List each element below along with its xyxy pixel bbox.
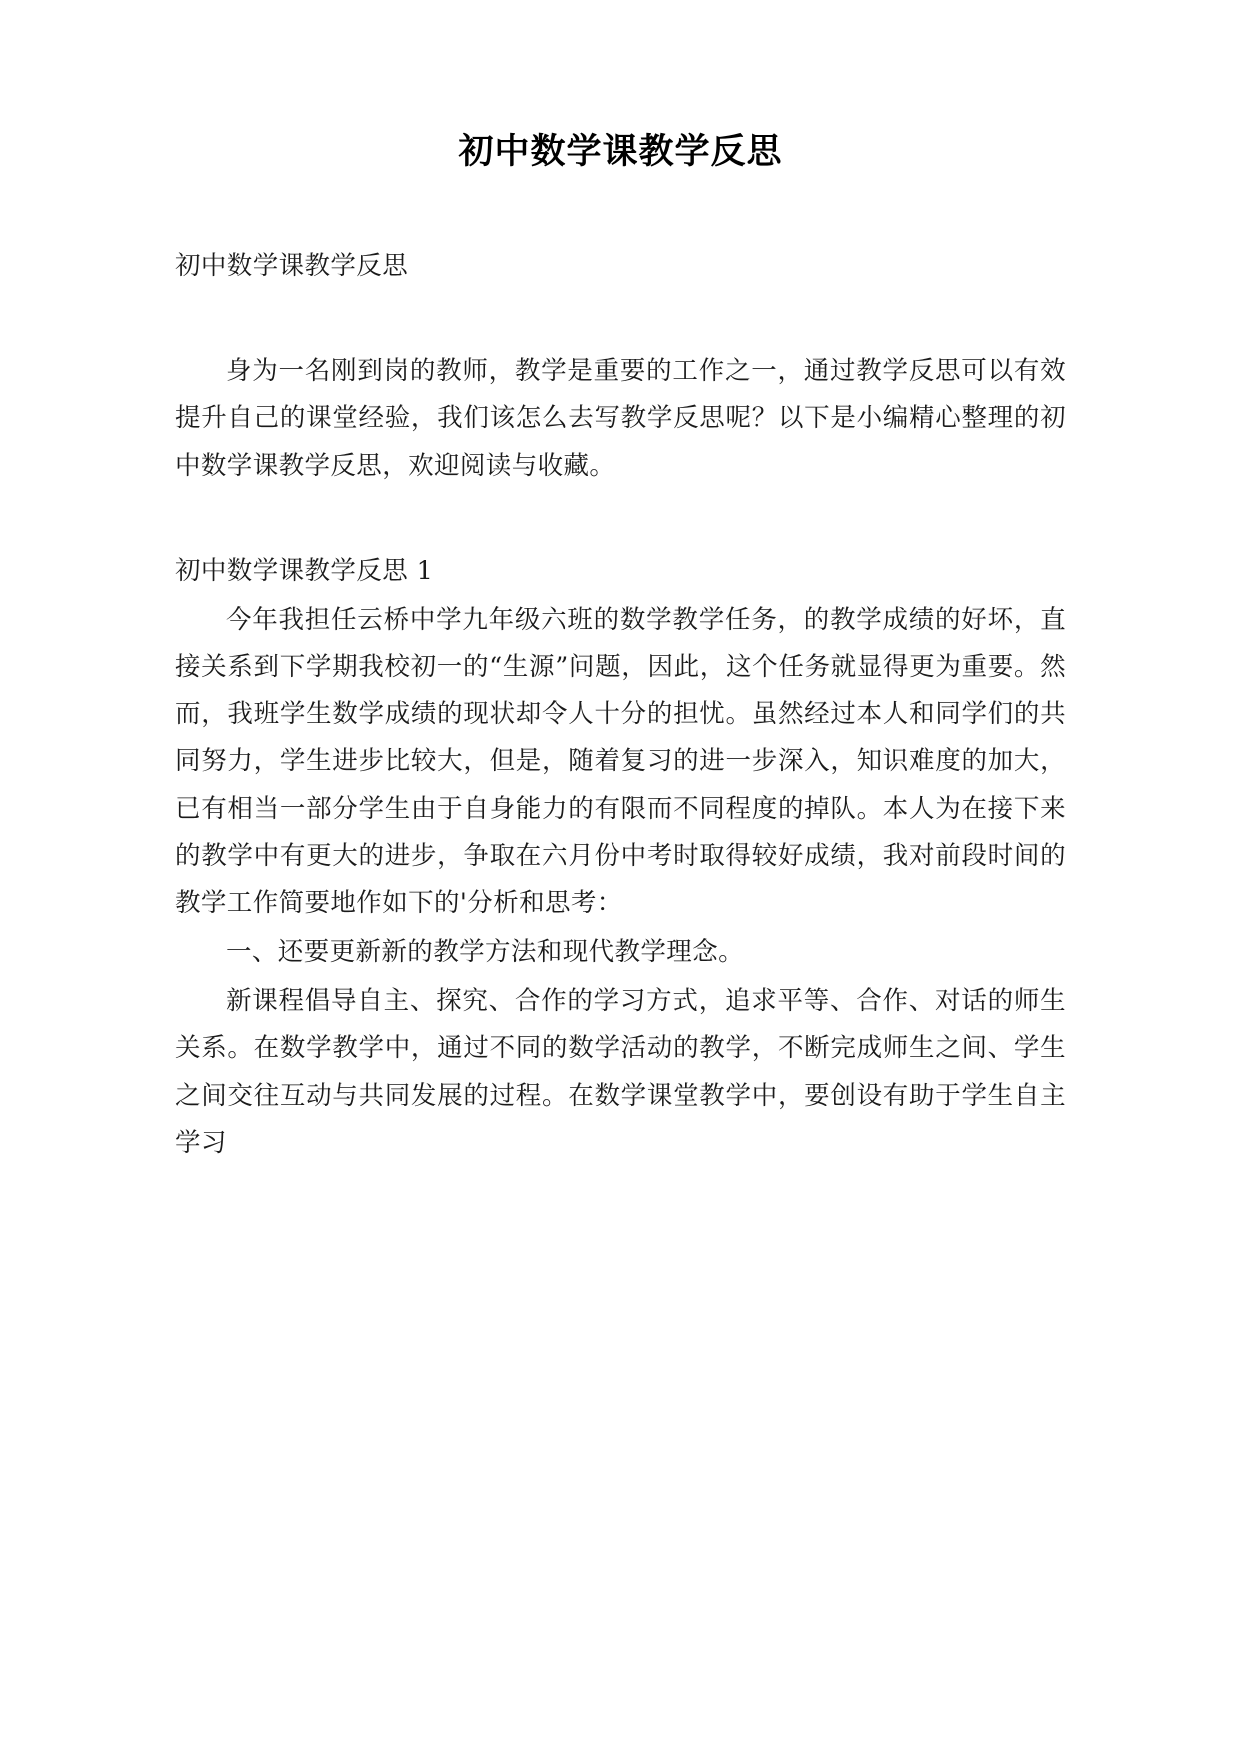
paragraph-intro: 身为一名刚到岗的教师，教学是重要的工作之一，通过教学反思可以有效提升自己的课堂经验，我们该怎么去写教学反思呢？以下是小编精心整理的初中数学课教学反思，欢迎阅读与收藏。 — [175, 356, 1066, 481]
paragraph-point-one-body: 新课程倡导自主、探究、合作的学习方式，追求平等、合作、对话的师生关系。在数学教学中，通过不同的数学活动的教学，不断完成师生之间、学生之间交往互动与共同发展的过程。在数学课堂教学中，要创设有助于学生自主学习 — [175, 986, 1066, 1158]
paragraph-subtitle-line: 初中数学课教学反思 — [175, 251, 409, 281]
paragraph-heading-1: 初中数学课教学反思 1 — [175, 555, 434, 586]
page-title: 初中数学课教学反思 — [458, 132, 783, 172]
paragraph-point-one: 一、还要更新新的教学方法和现代教学理念。 — [226, 937, 745, 968]
document-body — [175, 243, 1066, 1167]
paragraph-section-1-body: 今年我担任云桥中学九年级六班的数学教学任务，的教学成绩的好坏，直接关系到下学期我校初一的“生源”问题，因此，这个任务就显得更为重要。然而，我班学生数学成绩的现状却令人十分的担忧。虽然经过本人和同学们的共同努力，学生进步比较大，但是，随着复习的进一步深入，知识难度的加大，已有相当一部分学生由于自身能力的有限而不同程度的掉队。本人为在接下来的教学中有更大的进步，争取在六月份中考时取得较好成绩，我对前段时间的教学工作简要地作如下的'分析和思考： — [175, 604, 1066, 918]
